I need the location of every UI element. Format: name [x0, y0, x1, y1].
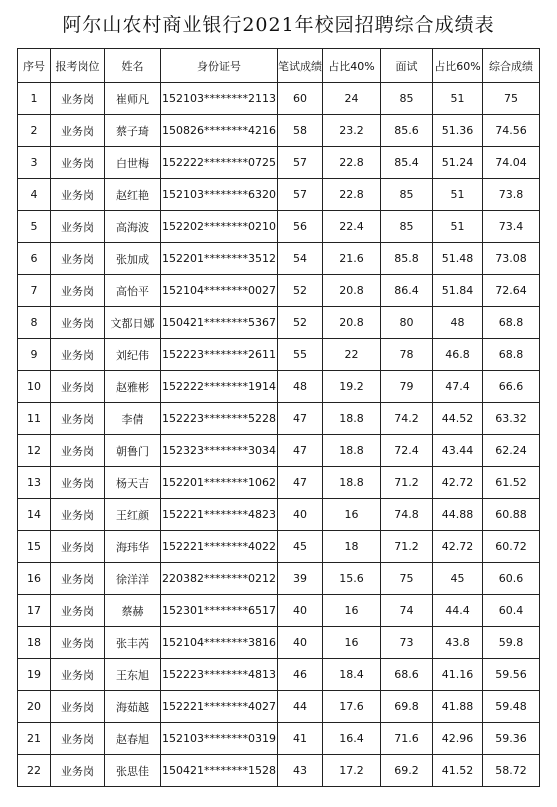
cell-interview-weighted: 45: [433, 563, 483, 595]
cell-index: 8: [18, 307, 51, 339]
table-row: [18, 403, 540, 435]
cell-position: 业务岗: [51, 595, 105, 627]
cell-written-score: 56: [278, 211, 323, 243]
cell-index: 9: [18, 339, 51, 371]
cell-written-score: 52: [278, 275, 323, 307]
table-row: [18, 691, 540, 723]
cell-position: 业务岗: [51, 403, 105, 435]
cell-name: 赵雅彬: [105, 371, 161, 403]
cell-id-number: 152221********4022: [161, 531, 278, 563]
cell-interview-weighted: 43.8: [433, 627, 483, 659]
cell-interview-score: 71.2: [381, 531, 433, 563]
cell-total-score: 59.48: [483, 691, 540, 723]
cell-written-score: 43: [278, 755, 323, 787]
cell-written-weighted: 18.8: [323, 467, 381, 499]
cell-index: 18: [18, 627, 51, 659]
cell-written-weighted: 22.8: [323, 147, 381, 179]
results-table: [17, 48, 540, 787]
cell-written-weighted: 16: [323, 595, 381, 627]
cell-index: 11: [18, 403, 51, 435]
cell-name: 赵春旭: [105, 723, 161, 755]
cell-position: 业务岗: [51, 627, 105, 659]
cell-name: 张加成: [105, 243, 161, 275]
cell-id-number: 150421********1528: [161, 755, 278, 787]
cell-interview-weighted: 44.52: [433, 403, 483, 435]
cell-position: 业务岗: [51, 755, 105, 787]
cell-written-weighted: 16: [323, 627, 381, 659]
col-header-written-score: 笔试成绩: [278, 49, 323, 83]
cell-written-weighted: 16.4: [323, 723, 381, 755]
table-row: [18, 339, 540, 371]
cell-total-score: 74.56: [483, 115, 540, 147]
cell-written-weighted: 23.2: [323, 115, 381, 147]
cell-interview-weighted: 51.48: [433, 243, 483, 275]
table-row: [18, 115, 540, 147]
cell-interview-score: 69.8: [381, 691, 433, 723]
cell-interview-weighted: 51: [433, 179, 483, 211]
cell-written-score: 47: [278, 467, 323, 499]
table-row: [18, 83, 540, 115]
cell-interview-weighted: 44.4: [433, 595, 483, 627]
cell-index: 4: [18, 179, 51, 211]
cell-total-score: 68.8: [483, 307, 540, 339]
cell-interview-weighted: 51.24: [433, 147, 483, 179]
cell-index: 1: [18, 83, 51, 115]
cell-index: 14: [18, 499, 51, 531]
cell-interview-score: 73: [381, 627, 433, 659]
cell-id-number: 152104********0027: [161, 275, 278, 307]
cell-total-score: 59.8: [483, 627, 540, 659]
cell-interview-score: 71.6: [381, 723, 433, 755]
cell-name: 王东旭: [105, 659, 161, 691]
cell-written-weighted: 21.6: [323, 243, 381, 275]
cell-interview-score: 69.2: [381, 755, 433, 787]
col-header-position: 报考岗位: [51, 49, 105, 83]
cell-index: 2: [18, 115, 51, 147]
cell-id-number: 150826********4216: [161, 115, 278, 147]
cell-name: 杨天吉: [105, 467, 161, 499]
cell-name: 李倩: [105, 403, 161, 435]
cell-total-score: 73.4: [483, 211, 540, 243]
cell-interview-weighted: 46.8: [433, 339, 483, 371]
table-row: [18, 755, 540, 787]
cell-id-number: 152222********0725: [161, 147, 278, 179]
cell-written-score: 52: [278, 307, 323, 339]
cell-id-number: 152223********2611: [161, 339, 278, 371]
cell-total-score: 61.52: [483, 467, 540, 499]
cell-total-score: 59.36: [483, 723, 540, 755]
cell-position: 业务岗: [51, 691, 105, 723]
cell-written-score: 44: [278, 691, 323, 723]
cell-id-number: 152104********3816: [161, 627, 278, 659]
cell-interview-score: 85.6: [381, 115, 433, 147]
page-title: 阿尔山农村商业银行2021年校园招聘综合成绩表: [62, 14, 495, 36]
col-header-index: 序号: [18, 49, 51, 83]
cell-written-weighted: 16: [323, 499, 381, 531]
cell-position: 业务岗: [51, 467, 105, 499]
cell-id-number: 152301********6517: [161, 595, 278, 627]
cell-interview-score: 85.4: [381, 147, 433, 179]
table-body: [18, 83, 540, 787]
cell-interview-score: 80: [381, 307, 433, 339]
cell-position: 业务岗: [51, 435, 105, 467]
header-row: [18, 49, 540, 83]
col-header-written-weighted: 占比40%: [323, 49, 381, 83]
cell-total-score: 60.88: [483, 499, 540, 531]
table-row: [18, 499, 540, 531]
cell-interview-weighted: 47.4: [433, 371, 483, 403]
cell-id-number: 152223********5228: [161, 403, 278, 435]
table-row: [18, 371, 540, 403]
cell-position: 业务岗: [51, 499, 105, 531]
cell-position: 业务岗: [51, 531, 105, 563]
cell-name: 朝鲁门: [105, 435, 161, 467]
cell-position: 业务岗: [51, 211, 105, 243]
cell-interview-score: 86.4: [381, 275, 433, 307]
cell-id-number: 152323********3034: [161, 435, 278, 467]
cell-written-score: 40: [278, 499, 323, 531]
cell-name: 文都日娜: [105, 307, 161, 339]
cell-interview-weighted: 51: [433, 83, 483, 115]
cell-position: 业务岗: [51, 723, 105, 755]
col-header-id-number: 身份证号: [161, 49, 278, 83]
table-row: [18, 595, 540, 627]
cell-written-weighted: 24: [323, 83, 381, 115]
table-row: [18, 659, 540, 691]
cell-index: 12: [18, 435, 51, 467]
cell-id-number: 152222********1914: [161, 371, 278, 403]
cell-written-weighted: 20.8: [323, 307, 381, 339]
table-row: [18, 563, 540, 595]
cell-position: 业务岗: [51, 147, 105, 179]
cell-index: 5: [18, 211, 51, 243]
cell-index: 13: [18, 467, 51, 499]
cell-interview-weighted: 42.72: [433, 467, 483, 499]
cell-written-score: 48: [278, 371, 323, 403]
cell-interview-score: 74: [381, 595, 433, 627]
cell-id-number: 152201********3512: [161, 243, 278, 275]
cell-written-weighted: 20.8: [323, 275, 381, 307]
cell-written-weighted: 18: [323, 531, 381, 563]
cell-position: 业务岗: [51, 563, 105, 595]
cell-total-score: 74.04: [483, 147, 540, 179]
cell-name: 徐洋洋: [105, 563, 161, 595]
cell-written-score: 45: [278, 531, 323, 563]
cell-interview-weighted: 42.72: [433, 531, 483, 563]
cell-index: 17: [18, 595, 51, 627]
cell-written-score: 54: [278, 243, 323, 275]
cell-written-score: 60: [278, 83, 323, 115]
cell-written-weighted: 18.8: [323, 403, 381, 435]
cell-written-score: 46: [278, 659, 323, 691]
cell-total-score: 75: [483, 83, 540, 115]
cell-index: 20: [18, 691, 51, 723]
cell-index: 10: [18, 371, 51, 403]
cell-position: 业务岗: [51, 243, 105, 275]
cell-written-score: 57: [278, 179, 323, 211]
cell-written-score: 40: [278, 627, 323, 659]
table-row: [18, 147, 540, 179]
cell-index: 7: [18, 275, 51, 307]
col-header-interview-score: 面试: [381, 49, 433, 83]
cell-interview-weighted: 44.88: [433, 499, 483, 531]
cell-name: 蔡子琦: [105, 115, 161, 147]
cell-position: 业务岗: [51, 339, 105, 371]
cell-written-weighted: 17.2: [323, 755, 381, 787]
cell-written-score: 55: [278, 339, 323, 371]
cell-id-number: 152201********1062: [161, 467, 278, 499]
cell-name: 蔡赫: [105, 595, 161, 627]
cell-written-weighted: 22.4: [323, 211, 381, 243]
cell-name: 赵红艳: [105, 179, 161, 211]
cell-written-weighted: 22.8: [323, 179, 381, 211]
cell-total-score: 60.72: [483, 531, 540, 563]
cell-total-score: 68.8: [483, 339, 540, 371]
cell-interview-weighted: 43.44: [433, 435, 483, 467]
cell-position: 业务岗: [51, 115, 105, 147]
cell-name: 张思佳: [105, 755, 161, 787]
cell-index: 3: [18, 147, 51, 179]
cell-interview-score: 78: [381, 339, 433, 371]
cell-position: 业务岗: [51, 179, 105, 211]
cell-index: 22: [18, 755, 51, 787]
cell-written-weighted: 19.2: [323, 371, 381, 403]
cell-written-score: 41: [278, 723, 323, 755]
cell-interview-weighted: 42.96: [433, 723, 483, 755]
cell-interview-weighted: 41.16: [433, 659, 483, 691]
cell-name: 张丰芮: [105, 627, 161, 659]
cell-position: 业务岗: [51, 659, 105, 691]
cell-interview-score: 75: [381, 563, 433, 595]
cell-written-weighted: 18.8: [323, 435, 381, 467]
cell-interview-score: 85: [381, 83, 433, 115]
cell-interview-score: 79: [381, 371, 433, 403]
cell-total-score: 62.24: [483, 435, 540, 467]
cell-written-weighted: 22: [323, 339, 381, 371]
cell-name: 崔师凡: [105, 83, 161, 115]
cell-interview-score: 74.8: [381, 499, 433, 531]
cell-total-score: 59.56: [483, 659, 540, 691]
cell-total-score: 66.6: [483, 371, 540, 403]
cell-name: 刘纪伟: [105, 339, 161, 371]
cell-total-score: 63.32: [483, 403, 540, 435]
cell-written-weighted: 15.6: [323, 563, 381, 595]
cell-index: 16: [18, 563, 51, 595]
cell-id-number: 152223********4813: [161, 659, 278, 691]
cell-written-score: 47: [278, 435, 323, 467]
table-row: [18, 627, 540, 659]
cell-name: 白世梅: [105, 147, 161, 179]
cell-id-number: 152103********0319: [161, 723, 278, 755]
cell-index: 21: [18, 723, 51, 755]
cell-id-number: 152221********4823: [161, 499, 278, 531]
cell-id-number: 152202********0210: [161, 211, 278, 243]
cell-name: 海玮华: [105, 531, 161, 563]
table-row: [18, 211, 540, 243]
cell-interview-weighted: 51.84: [433, 275, 483, 307]
cell-written-score: 40: [278, 595, 323, 627]
cell-written-weighted: 17.6: [323, 691, 381, 723]
cell-id-number: 220382********0212: [161, 563, 278, 595]
cell-interview-score: 72.4: [381, 435, 433, 467]
cell-interview-score: 85: [381, 179, 433, 211]
cell-interview-score: 71.2: [381, 467, 433, 499]
cell-written-score: 57: [278, 147, 323, 179]
table-row: [18, 435, 540, 467]
cell-interview-weighted: 51.36: [433, 115, 483, 147]
cell-index: 15: [18, 531, 51, 563]
cell-name: 海茹越: [105, 691, 161, 723]
table-row: [18, 467, 540, 499]
cell-id-number: 152103********6320: [161, 179, 278, 211]
cell-name: 王红颜: [105, 499, 161, 531]
cell-id-number: 150421********5367: [161, 307, 278, 339]
cell-interview-weighted: 48: [433, 307, 483, 339]
cell-interview-score: 85: [381, 211, 433, 243]
cell-interview-score: 74.2: [381, 403, 433, 435]
cell-position: 业务岗: [51, 307, 105, 339]
col-header-total-score: 综合成绩: [483, 49, 540, 83]
cell-total-score: 60.4: [483, 595, 540, 627]
cell-written-score: 39: [278, 563, 323, 595]
table-row: [18, 531, 540, 563]
cell-total-score: 60.6: [483, 563, 540, 595]
table-row: [18, 723, 540, 755]
cell-index: 6: [18, 243, 51, 275]
cell-position: 业务岗: [51, 275, 105, 307]
col-header-name: 姓名: [105, 49, 161, 83]
cell-interview-score: 68.6: [381, 659, 433, 691]
table-row: [18, 179, 540, 211]
cell-position: 业务岗: [51, 371, 105, 403]
cell-total-score: 58.72: [483, 755, 540, 787]
cell-index: 19: [18, 659, 51, 691]
cell-interview-weighted: 41.52: [433, 755, 483, 787]
cell-written-weighted: 18.4: [323, 659, 381, 691]
cell-interview-weighted: 51: [433, 211, 483, 243]
cell-name: 高怡平: [105, 275, 161, 307]
table-row: [18, 307, 540, 339]
cell-interview-weighted: 41.88: [433, 691, 483, 723]
cell-total-score: 73.08: [483, 243, 540, 275]
table-row: [18, 275, 540, 307]
cell-name: 高海波: [105, 211, 161, 243]
cell-written-score: 58: [278, 115, 323, 147]
cell-position: 业务岗: [51, 83, 105, 115]
cell-total-score: 73.8: [483, 179, 540, 211]
table-header: [18, 49, 540, 83]
table-row: [18, 243, 540, 275]
cell-interview-score: 85.8: [381, 243, 433, 275]
cell-id-number: 152103********2113: [161, 83, 278, 115]
cell-id-number: 152221********4027: [161, 691, 278, 723]
cell-total-score: 72.64: [483, 275, 540, 307]
col-header-interview-weighted: 占比60%: [433, 49, 483, 83]
cell-written-score: 47: [278, 403, 323, 435]
